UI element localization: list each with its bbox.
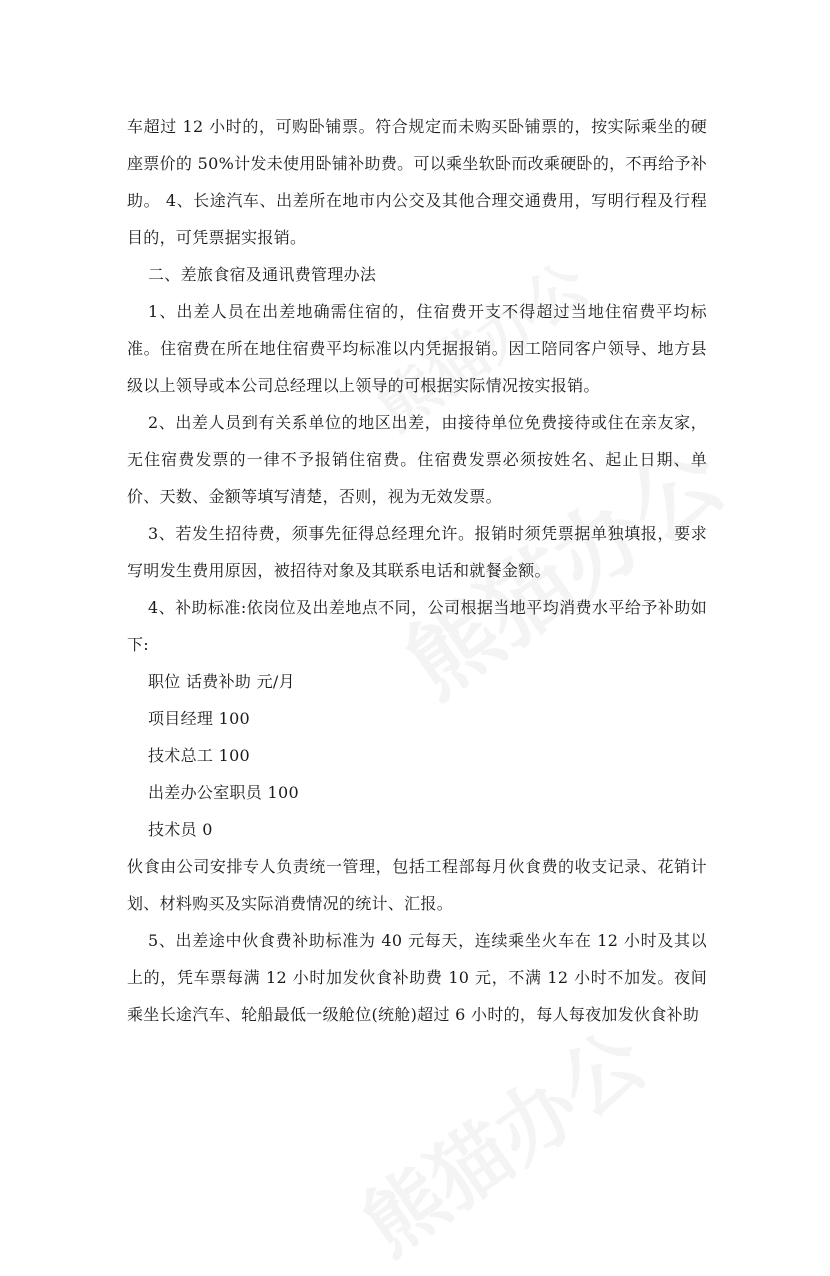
paragraph-accommodation-invoice: 2、出差人员到有关系单位的地区出差，由接待单位免费接待或住在亲友家，无住宿费发票的一律不予报销住宿费。住宿费发票必须按姓名、起止日期、单价、天数、金额等填写清楚，否则，视为无效发票。: [127, 413, 707, 506]
subsidy-table-header: 职位 话费补助 元/月: [148, 672, 295, 691]
watermark: [336, 999, 664, 1276]
subsidy-row: 技术总工 100: [148, 746, 251, 765]
paragraph-entertainment: 3、若发生招待费，须事先征得总经理允许。报销时须凭票据单独填报，要求写明发生费用原因，被招待对象及其联系电话和就餐金额。: [127, 524, 707, 580]
paragraph-accommodation: 1、出差人员在出差地确需住宿的，住宿费开支不得超过当地住宿费平均标准。住宿费在所在地住宿费平均标准以内凭据报销。因工陪同客户领导、地方县级以上领导或本公司总经理以上领导的可根据实际情况按实报销。: [127, 302, 707, 395]
section-heading: 二、差旅食宿及通讯费管理办法: [148, 265, 377, 284]
subsidy-row: 出差办公室职员 100: [148, 783, 299, 802]
paragraph-travel-transport: 车超过 12 小时的，可购卧铺票。符合规定而未购买卧铺票的，按实际乘坐的硬座票价的 50%计发未使用卧铺补助费。可以乘坐软卧而改乘硬卧的，不再给予补助。 4、长途汽车、出差所在地市内公交及其他合理交通费用，写明行程及行程目的，可凭票据实报销。: [127, 117, 707, 247]
paragraph-meal-management: 伙食由公司安排专人负责统一管理，包括工程部每月伙食费的收支记录、花销计划、材料购买及实际消费情况的统计、汇报。: [127, 857, 707, 913]
paragraph-subsidy-standard: 4、补助标准:依岗位及出差地点不同，公司根据当地平均消费水平给予补助如下:: [127, 598, 707, 654]
document-body: [127, 108, 707, 1033]
subsidy-row: 技术员 0: [148, 820, 213, 839]
paragraph-meal-subsidy: 5、出差途中伙食费补助标准为 40 元每天，连续乘坐火车在 12 小时及其以上的，凭车票每满 12 小时加发伙食补助费 10 元，不满 12 小时不加发。夜间乘坐长途汽车、轮船最低一级舱位(统舱)超过 6 小时的，每人每夜加发伙食补助: [127, 931, 707, 1024]
subsidy-row: 项目经理 100: [148, 709, 251, 728]
